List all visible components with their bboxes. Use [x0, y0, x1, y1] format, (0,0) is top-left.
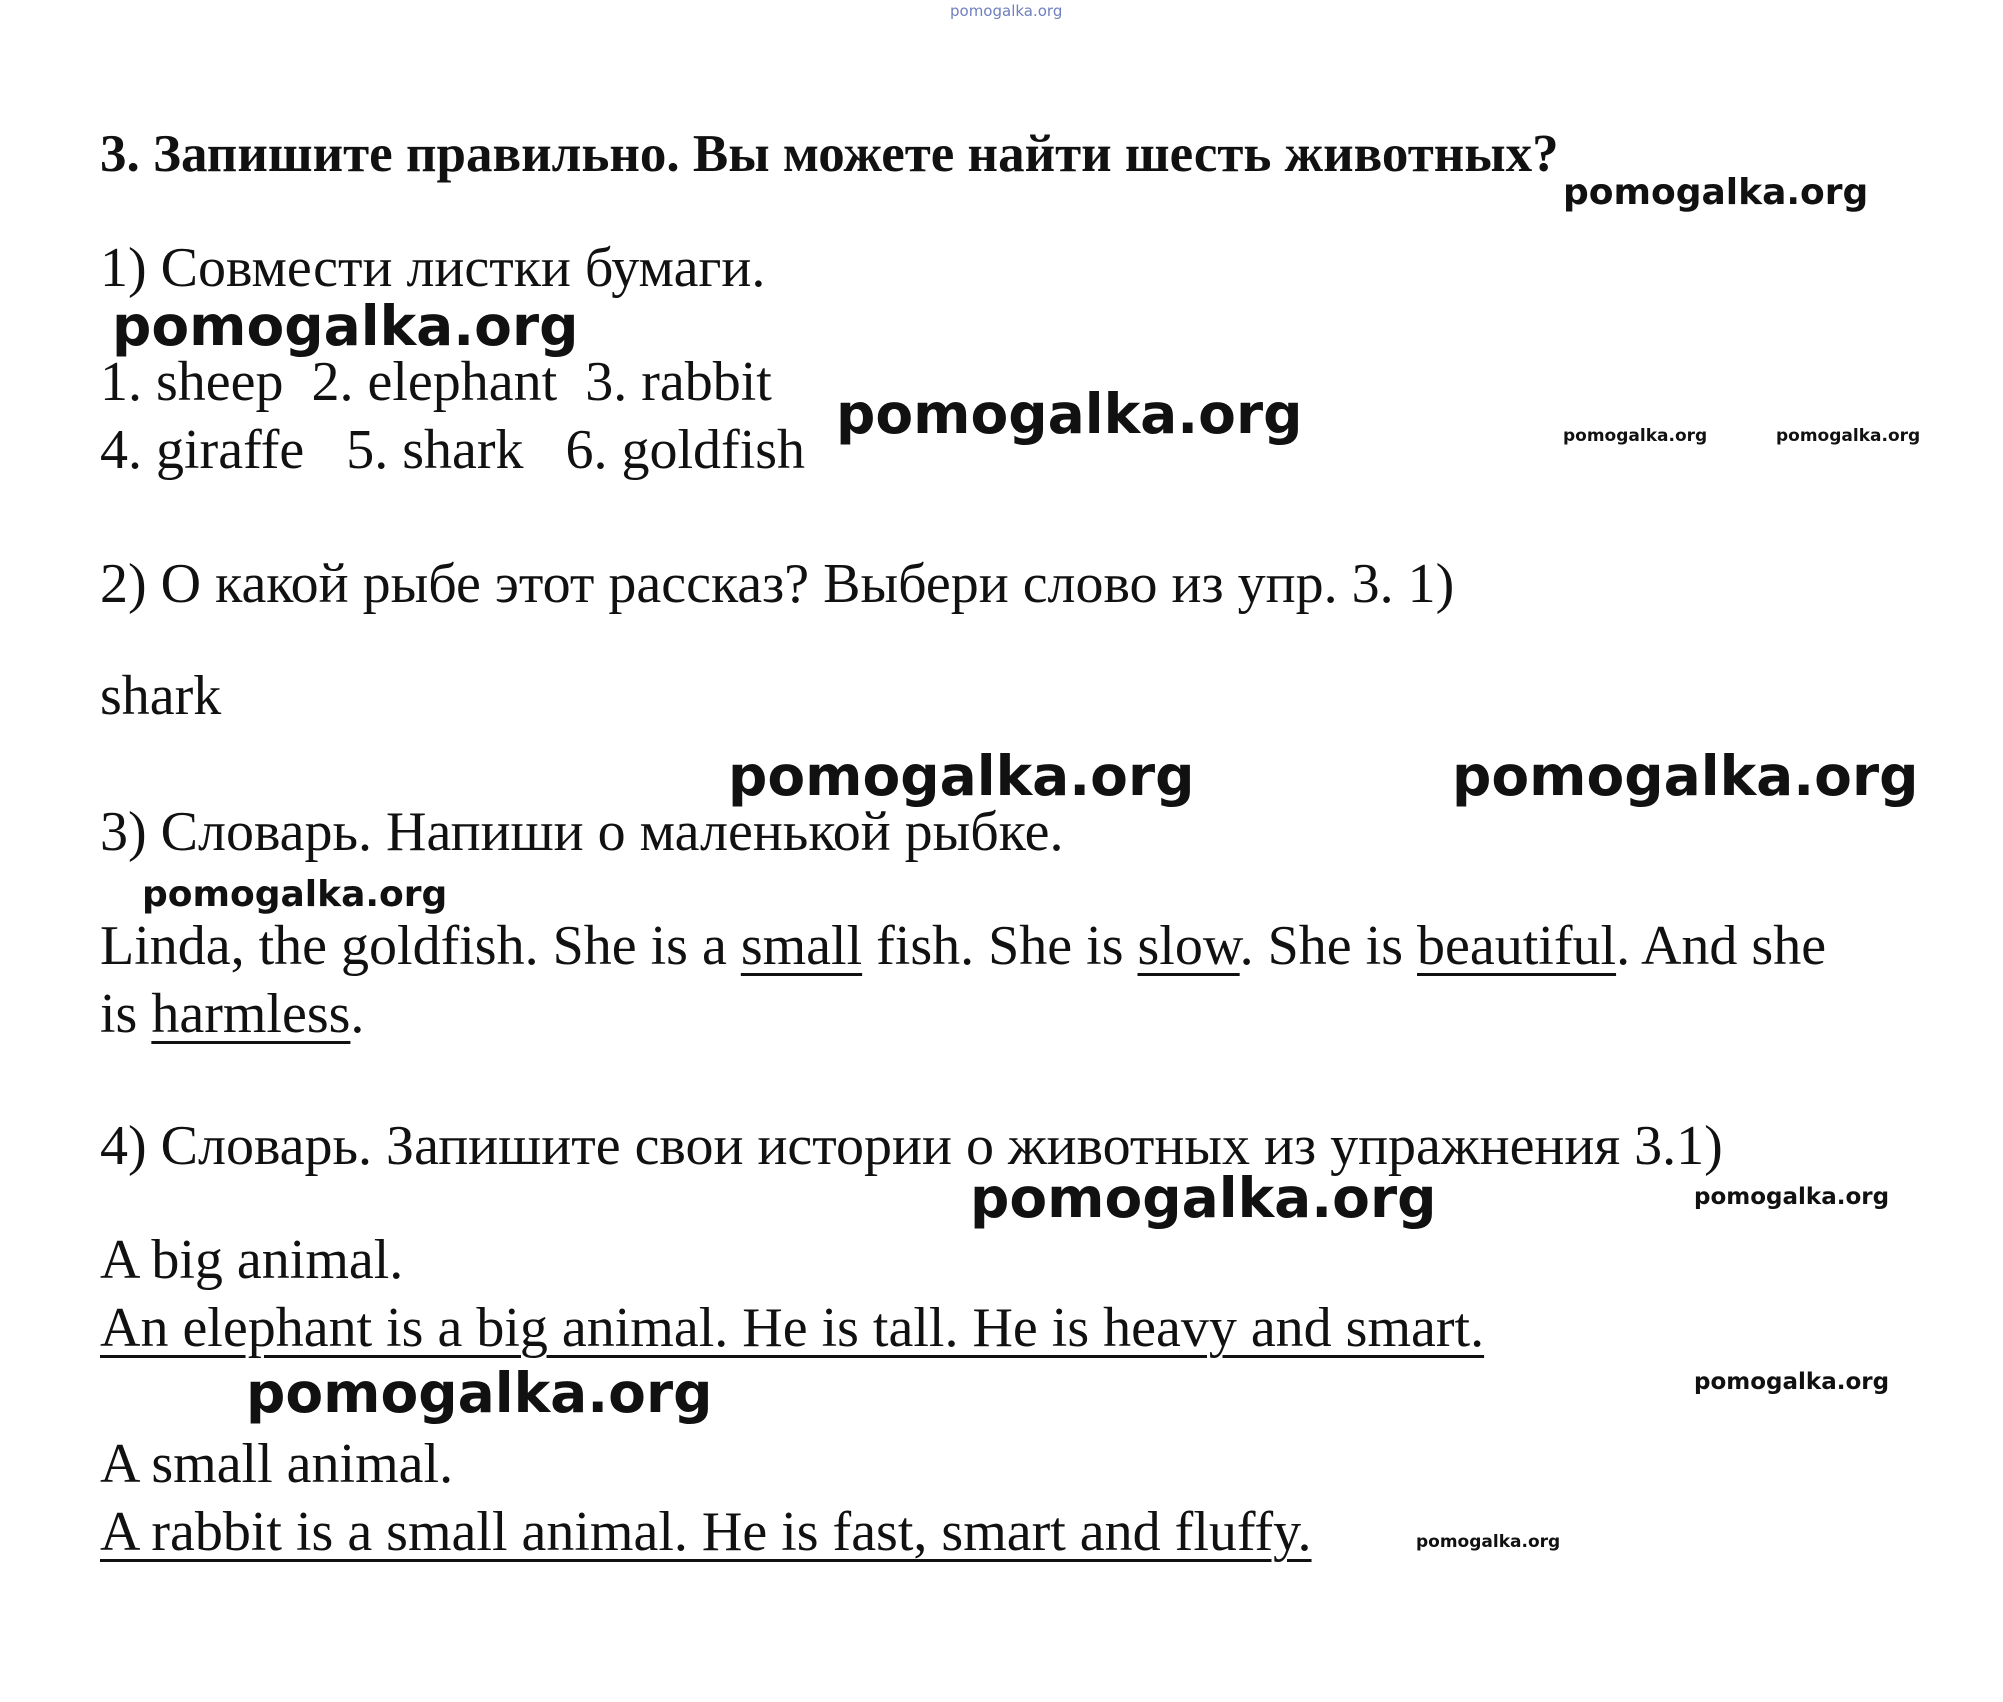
watermark: pomogalka.org [1694, 1369, 1890, 1395]
part1-heading: 1) Совмести листки бумаги. [100, 237, 766, 299]
exercise-title: 3. Запишите правильно. Вы можете найти шесть животных? [100, 125, 1559, 183]
goldfish-story-line-1 [100, 914, 1826, 978]
watermark: pomogalka.org [970, 1166, 1437, 1230]
story-text: fish. She is [862, 915, 1138, 977]
watermark: pomogalka.org [1776, 426, 1921, 446]
animal-list-row-2: 4. giraffe 5. shark 6. goldfish [100, 419, 806, 481]
story-text: . [350, 983, 365, 1045]
watermark: pomogalka.org [1694, 1184, 1890, 1210]
watermark: pomogalka.org [1416, 1532, 1561, 1552]
watermark: pomogalka.org [1563, 426, 1708, 446]
watermark: pomogalka.org [142, 874, 448, 915]
underlined-word-small: small [740, 915, 863, 977]
small-animal-label: A small animal. [100, 1433, 454, 1495]
story-text: Linda, the goldfish. She is a [100, 915, 741, 977]
part2-answer: shark [100, 665, 222, 727]
underlined-word-harmless: harmless [151, 983, 351, 1045]
part3-heading: 3) Словарь. Напиши о маленькой рыбке. [100, 801, 1064, 863]
watermark: pomogalka.org [246, 1361, 713, 1425]
underlined-word-slow: slow [1137, 915, 1240, 977]
story-text: is [100, 983, 152, 1045]
part2-heading: 2) О какой рыбе этот рассказ? Выбери слово из упр. 3. 1) [100, 553, 1455, 615]
story-text: . She is [1239, 915, 1418, 977]
underlined-story: An elephant is a big animal. He is tall. He is heavy and smart. [100, 1297, 1485, 1359]
goldfish-story-line-2 [100, 982, 364, 1046]
story-text: . And she [1616, 915, 1827, 977]
part4-heading: 4) Словарь. Запишите свои истории о животных из упражнения 3.1) [100, 1115, 1723, 1177]
watermark: pomogalka.org [1563, 172, 1869, 213]
watermark: pomogalka.org [1452, 744, 1919, 808]
watermark: pomogalka.org [112, 294, 579, 358]
animal-list-row-1: 1. sheep 2. elephant 3. rabbit [100, 351, 772, 413]
watermark-top: pomogalka.org [950, 2, 1063, 20]
watermark: pomogalka.org [728, 744, 1195, 808]
big-animal-story [100, 1296, 1484, 1360]
underlined-story: A rabbit is a small animal. He is fast, smart and fluffy. [100, 1501, 1312, 1563]
big-animal-label: A big animal. [100, 1229, 404, 1291]
small-animal-story [100, 1500, 1312, 1564]
underlined-word-beautiful: beautiful [1417, 915, 1617, 977]
watermark: pomogalka.org [836, 382, 1303, 446]
